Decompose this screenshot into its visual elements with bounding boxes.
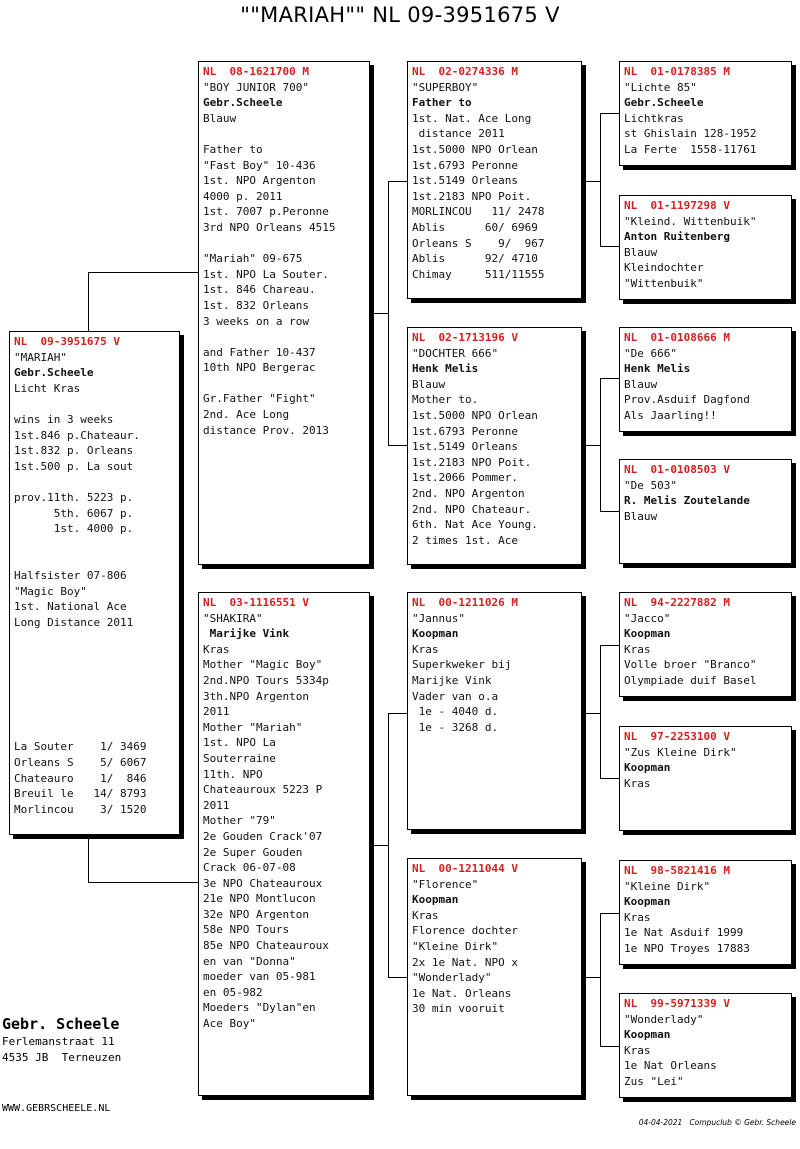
pedigree-line: 10th NPO Bergerac <box>203 361 316 375</box>
pedigree-line: 2nd.NPO Tours 5334p <box>203 673 329 687</box>
pedigree-line: 4000 p. 2011 <box>203 189 283 203</box>
connector-line <box>600 913 619 914</box>
pedigree-line <box>14 661 175 677</box>
pedigree-line: en van "Donna" <box>203 954 296 968</box>
pedigree-line: 1st. NPO La Souter. <box>203 267 329 281</box>
connector-line <box>600 645 601 778</box>
breeder-name: Koopman <box>624 895 671 909</box>
pedigree-line: Vader van o.a <box>412 689 499 703</box>
pedigree-line: Licht Kras <box>14 381 81 395</box>
pedigree-line: 6th. Nat Ace Young. <box>412 518 538 532</box>
pedigree-line: 1e Nat Asduif 1999 <box>624 926 744 940</box>
pedigree-line: Blauw <box>624 377 658 391</box>
connector-line <box>388 713 407 714</box>
connector-line <box>370 313 388 314</box>
connector-line <box>88 882 198 883</box>
connector-line <box>582 445 600 446</box>
pedigree-line: 1st. National Ace <box>14 600 127 614</box>
breeder-name: Henk Melis <box>624 362 691 376</box>
pedigree-line: 2 times 1st. Ace <box>412 533 518 547</box>
pigeon-card-dam-dam <box>407 858 582 1096</box>
pedigree-line: Mother "Mariah" <box>203 720 303 734</box>
pigeon-card-main <box>9 331 180 835</box>
pedigree-line: Halfsister 07-806 <box>14 568 127 582</box>
connector-line <box>388 181 389 445</box>
pigeon-name: "DOCHTER 666" <box>412 346 499 360</box>
pedigree-line: Souterraine <box>203 751 276 765</box>
pedigree-line: Crack 06-07-08 <box>203 861 296 875</box>
pigeon-name: "De 503" <box>624 478 677 492</box>
connector-line <box>388 445 407 446</box>
pedigree-line: Florence dochter <box>412 924 518 938</box>
pedigree-line: 85e NPO Chateauroux <box>203 939 329 953</box>
breeder-name: Marijke Vink <box>203 627 290 641</box>
pedigree-line: en 05-982 <box>203 985 263 999</box>
pedigree-line <box>14 677 175 693</box>
ring-number: NL 02-0274336 M <box>412 65 518 78</box>
ring-number: NL 00-1211026 M <box>412 596 518 609</box>
pedigree-line <box>14 630 175 646</box>
pigeon-name: "De 666" <box>624 346 677 360</box>
pigeon-card-dam <box>198 592 370 1096</box>
pedigree-line <box>14 693 175 709</box>
breeder-name: Koopman <box>624 627 671 641</box>
connector-line <box>600 378 601 511</box>
connector-line <box>582 977 600 978</box>
pedigree-line: distance Prov. 2013 <box>203 423 329 437</box>
connector-line <box>370 845 388 846</box>
connector-line <box>600 778 619 779</box>
breeder-name: Gebr.Scheele <box>624 96 704 110</box>
connector-line <box>600 1046 619 1047</box>
breeder-name: Koopman <box>624 761 671 775</box>
pedigree-line: Lichtkras <box>624 111 684 125</box>
pedigree-line: 5th. 6067 p. <box>14 506 134 520</box>
pedigree-line: 2nd. Ace Long <box>203 408 290 422</box>
pedigree-line: 1st. NPO Argenton <box>203 174 316 188</box>
pedigree-line: 3rd NPO Orleans 4515 <box>203 220 336 234</box>
pedigree-line: Mother "79" <box>203 814 276 828</box>
pedigree-line: Kras <box>412 908 439 922</box>
pedigree-line: 1st. 7007 p.Peronne <box>203 205 329 219</box>
pedigree-line: Olympiade duif Basel <box>624 673 757 687</box>
pedigree-line: MORLINCOU 11/ 2478 <box>412 205 545 219</box>
pedigree-line <box>14 646 175 662</box>
pigeon-card-sire-dam <box>407 327 582 565</box>
breeder-name: R. Melis Zoutelande <box>624 494 750 508</box>
breeder-name: Anton Ruitenberg <box>624 230 730 244</box>
pedigree-line: Chateauroux 5223 P <box>203 783 323 797</box>
pedigree-line: Ace Boy" <box>203 1017 256 1031</box>
connector-line <box>600 113 619 114</box>
pedigree-line: Father to <box>203 142 263 156</box>
connector-line <box>600 378 619 379</box>
connector-line <box>600 113 601 246</box>
pedigree-line: 2nd. NPO Argenton <box>412 486 525 500</box>
pedigree-line: 1st.2183 NPO Poit. <box>412 189 532 203</box>
ring-number: NL 01-0178385 M <box>624 65 730 78</box>
pedigree-line: 1st.5000 NPO Orlean <box>412 408 538 422</box>
pedigree-line <box>14 396 175 412</box>
pedigree-line: 1st.5149 Orleans <box>412 440 518 454</box>
ring-number: NL 97-2253100 V <box>624 730 730 743</box>
ring-number: NL 01-1197298 V <box>624 199 730 212</box>
pigeon-name: "Florence" <box>412 877 479 891</box>
pigeon-name: "Lichte 85" <box>624 80 697 94</box>
pedigree-line: 2e Super Gouden <box>203 845 303 859</box>
pedigree-line: 1e - 3268 d. <box>412 720 499 734</box>
pedigree-line: "Wonderlady" <box>412 971 492 985</box>
pedigree-line <box>14 708 175 724</box>
connector-line <box>600 913 601 1046</box>
pedigree-line: 1st.2066 Pommer. <box>412 471 518 485</box>
breeder-name: Henk Melis <box>412 362 479 376</box>
pedigree-line: Blauw <box>624 245 658 259</box>
pigeon-name: "SUPERBOY" <box>412 80 479 94</box>
pedigree-line: 2011 <box>203 798 230 812</box>
pedigree-line: 1e Nat Orleans <box>624 1059 717 1073</box>
pedigree-line: Gr.Father "Fight" <box>203 392 316 406</box>
pedigree-line: Prov.Asduif Dagfond <box>624 393 750 407</box>
pedigree-line: 1st. 846 Chareau. <box>203 283 316 297</box>
pedigree-line: "Kleine Dirk" <box>412 939 499 953</box>
connector-line <box>88 272 198 273</box>
pedigree-line: 1e NPO Troyes 17883 <box>624 941 750 955</box>
pedigree-line: prov.11th. 5223 p. <box>14 490 134 504</box>
breeder-name: Koopman <box>412 627 459 641</box>
pedigree-line: and Father 10-437 <box>203 345 316 359</box>
pedigree-line: Superkweker bij <box>412 658 512 672</box>
pedigree-line: Long Distance 2011 <box>14 615 134 629</box>
pedigree-line: 1st.5149 Orleans <box>412 174 518 188</box>
pedigree-line <box>14 552 175 568</box>
ring-number: NL 02-1713196 V <box>412 331 518 344</box>
breeder-name: Gebr.Scheele <box>14 366 94 380</box>
pedigree-line <box>203 329 365 345</box>
connector-line <box>582 181 600 182</box>
pedigree-line: 1st.6793 Peronne <box>412 158 518 172</box>
pigeon-name: "BOY JUNIOR 700" <box>203 80 309 94</box>
pedigree-line <box>14 474 175 490</box>
pedigree-line: 1st. NPO La <box>203 736 276 750</box>
owner-name: Gebr. Scheele <box>2 1015 120 1033</box>
ring-number: NL 01-0108503 V <box>624 463 730 476</box>
pedigree-line: Kras <box>624 776 651 790</box>
pedigree-line: 3e NPO Chateauroux <box>203 876 323 890</box>
breeder-name: Koopman <box>624 1028 671 1042</box>
website-link[interactable]: WWW.GEBRSCHEELE.NL <box>2 1103 111 1114</box>
breeder-name: Gebr.Scheele <box>203 96 283 110</box>
pedigree-line: distance 2011 <box>412 127 505 141</box>
pedigree-line: 1st.2183 NPO Poit. <box>412 455 532 469</box>
pedigree-line: Blauw <box>203 111 237 125</box>
owner-city: 4535 JB Terneuzen <box>2 1051 122 1064</box>
pedigree-line: Ablis 60/ 6969 <box>412 220 538 234</box>
connector-line <box>388 713 389 977</box>
pedigree-line: Blauw <box>624 509 658 523</box>
connector-line <box>600 511 619 512</box>
pedigree-line: Morlincou 3/ 1520 <box>14 802 147 816</box>
pigeon-card-dam-sire-sire <box>619 592 792 697</box>
owner-street: Ferlemanstraat 11 <box>2 1035 115 1048</box>
pedigree-line: wins in 3 weeks <box>14 412 114 426</box>
connector-line <box>582 713 600 714</box>
pedigree-line: Blauw <box>412 377 446 391</box>
pedigree-line: Kleindochter <box>624 261 704 275</box>
pedigree-line: 2nd. NPO Chateaur. <box>412 502 532 516</box>
ring-number: NL 08-1621700 M <box>203 65 309 78</box>
pedigree-line: La Souter 1/ 3469 <box>14 740 147 754</box>
pedigree-line: Volle broer "Branco" <box>624 658 757 672</box>
pedigree-line: st Ghislain 128-1952 <box>624 127 757 141</box>
pedigree-line: Zus "Lei" <box>624 1074 684 1088</box>
pedigree-line: Orleans S 5/ 6067 <box>14 756 147 770</box>
ring-number: NL 03-1116551 V <box>203 596 309 609</box>
pedigree-line: Chimay 511/11555 <box>412 267 545 281</box>
pigeon-name: "Jacco" <box>624 611 671 625</box>
pigeon-card-sire-sire-sire <box>619 61 792 166</box>
pedigree-line: 58e NPO Tours <box>203 923 290 937</box>
pedigree-line: Marijke Vink <box>412 673 492 687</box>
ring-number: NL 98-5821416 M <box>624 864 730 877</box>
connector-line <box>600 645 619 646</box>
pigeon-card-sire-sire-dam <box>619 195 792 300</box>
connector-line <box>88 834 89 882</box>
owner-block <box>2 1014 121 1066</box>
pedigree-line: "Magic Boy" <box>14 584 87 598</box>
pigeon-name: "Kleind. Wittenbuik" <box>624 214 757 228</box>
pedigree-line: 1st.832 p. Orleans <box>14 444 134 458</box>
pedigree-line: 1st.846 p.Chateaur. <box>14 428 140 442</box>
pedigree-line <box>203 236 365 252</box>
pedigree-line: Kras <box>412 642 439 656</box>
pedigree-line: 30 min vooruit <box>412 1002 505 1016</box>
pedigree-line: Moeders "Dylan"en <box>203 1001 316 1015</box>
pigeon-card-sire-dam-dam <box>619 459 792 564</box>
ring-number: NL 99-5971339 V <box>624 997 730 1010</box>
pedigree-line: Kras <box>203 642 230 656</box>
connector-line <box>388 977 407 978</box>
connector-line <box>388 181 407 182</box>
pigeon-card-dam-sire <box>407 592 582 830</box>
pedigree-line: 11th. NPO <box>203 767 263 781</box>
pigeon-card-dam-dam-dam <box>619 993 792 1098</box>
pedigree-line: "Fast Boy" 10-436 <box>203 158 316 172</box>
connector-line <box>88 272 89 334</box>
pigeon-name: "Kleine Dirk" <box>624 879 711 893</box>
pigeon-name: "MARIAH" <box>14 350 67 364</box>
pedigree-line: "Mariah" 09-675 <box>203 252 303 266</box>
page-title: ""MARIAH"" NL 09-3951675 V <box>240 3 560 27</box>
pedigree-line: "Wittenbuik" <box>624 276 704 290</box>
pedigree-line: Kras <box>624 910 651 924</box>
ring-number: NL 00-1211044 V <box>412 862 518 875</box>
ring-number: NL 94-2227882 M <box>624 596 730 609</box>
pedigree-line: Breuil le 14/ 8793 <box>14 787 147 801</box>
connector-line <box>600 246 619 247</box>
pigeon-name: "Jannus" <box>412 611 465 625</box>
pedigree-line: Kras <box>624 642 651 656</box>
pigeon-card-sire <box>198 61 370 565</box>
pedigree-line: 1st. 4000 p. <box>14 522 134 536</box>
pedigree-line: moeder van 05-981 <box>203 970 316 984</box>
pedigree-line: 1st.500 p. La sout <box>14 459 134 473</box>
pedigree-line: 2x 1e Nat. NPO x <box>412 955 518 969</box>
pedigree-line <box>203 126 365 142</box>
pedigree-line: 2e Gouden Crack'07 <box>203 829 323 843</box>
breeder-name: Father to <box>412 96 472 110</box>
pedigree-line: 21e NPO Montlucon <box>203 892 316 906</box>
pedigree-line: 1st.6793 Peronne <box>412 424 518 438</box>
pigeon-card-dam-dam-sire <box>619 860 792 965</box>
ring-number: NL 01-0108666 M <box>624 331 730 344</box>
pedigree-line: 1st.5000 NPO Orlean <box>412 142 538 156</box>
pigeon-card-dam-sire-dam <box>619 726 792 831</box>
pedigree-line: 2011 <box>203 705 230 719</box>
breeder-name: Koopman <box>412 893 459 907</box>
pedigree-line <box>14 724 175 740</box>
pedigree-line: Ablis 92/ 4710 <box>412 252 538 266</box>
pigeon-name: "SHAKIRA" <box>203 611 263 625</box>
pedigree-line: 3 weeks on a row <box>203 314 309 328</box>
pedigree-line: 1e - 4040 d. <box>412 705 499 719</box>
pigeon-name: "Zus Kleine Dirk" <box>624 745 737 759</box>
pedigree-line: 3th.NPO Argenton <box>203 689 309 703</box>
pedigree-line: La Ferte 1558-11761 <box>624 142 757 156</box>
pigeon-name: "Wonderlady" <box>624 1012 704 1026</box>
pedigree-line <box>14 537 175 553</box>
pedigree-line: Mother to. <box>412 393 479 407</box>
pedigree-line: Kras <box>624 1043 651 1057</box>
pedigree-line: Orleans S 9/ 967 <box>412 236 545 250</box>
pigeon-card-sire-sire <box>407 61 582 299</box>
pedigree-line: Chateauro 1/ 846 <box>14 771 147 785</box>
footer-credit: 04-04-2021 Compuclub © Gebr. Scheele <box>638 1118 796 1127</box>
pedigree-line: 1e Nat. Orleans <box>412 986 512 1000</box>
pedigree-line: 32e NPO Argenton <box>203 907 309 921</box>
pedigree-line: 1st. 832 Orleans <box>203 298 309 312</box>
pedigree-line: 1st. Nat. Ace Long <box>412 111 532 125</box>
pedigree-line: Als Jaarling!! <box>624 408 717 422</box>
pigeon-card-sire-dam-sire <box>619 327 792 432</box>
ring-number: NL 09-3951675 V <box>14 335 120 348</box>
pedigree-line <box>203 376 365 392</box>
pedigree-line: Mother "Magic Boy" <box>203 658 323 672</box>
